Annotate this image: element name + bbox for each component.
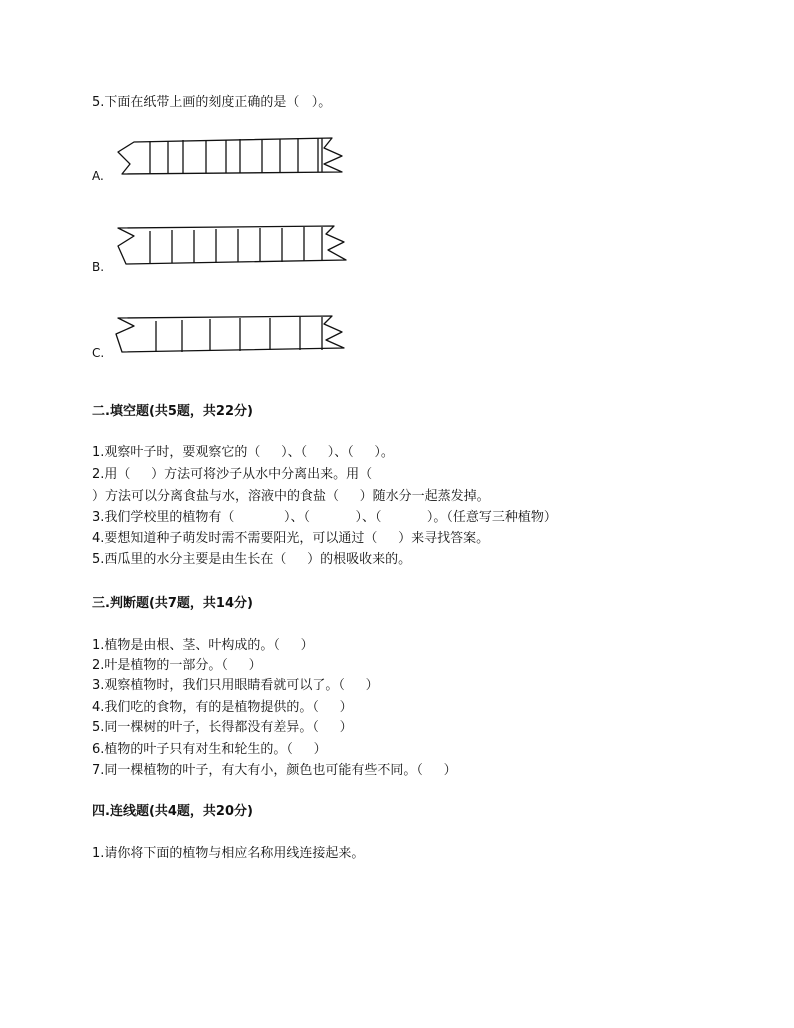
question-5-text: 5.下面在纸带上画的刻度正确的是（ ）。 [92,95,332,110]
judge-line-1: 1.植物是由根、茎、叶构成的。（ ） [92,638,314,653]
judge-line-5: 5.同一棵树的叶子，长得都没有差异。（ ） [92,720,353,735]
judge-line-7: 7.同一棵植物的叶子，有大有小，颜色也可能有些不同。（ ） [92,763,457,778]
judge-line-3: 3.观察植物时，我们只用眼睛看就可以了。（ ） [92,678,379,693]
paper-strip-a [110,134,350,182]
section-3-title: 三.判断题(共7题，共14分) [92,596,253,611]
option-c-label: C. [92,346,105,360]
fill-blank-line-3: 3.我们学校里的植物有（ ）、（ ）、（ ）。（任意写三种植物） [92,510,557,525]
option-b-label: B. [92,260,105,274]
fill-blank-line-1: 1.观察叶子时，要观察它的（ ）、（ ）、（ ）。 [92,445,394,460]
section-4-title: 四.连线题(共4题，共20分) [92,804,253,819]
judge-line-6: 6.植物的叶子只有对生和轮生的。（ ） [92,742,327,757]
fill-blank-line-2: 2.用（ ）方法可将沙子从水中分离出来。用（ [92,467,373,482]
judge-line-2: 2.叶是植物的一部分。（ ） [92,658,262,673]
match-line-1: 1.请你将下面的植物与相应名称用线连接起来。 [92,846,365,861]
judge-line-4: 4.我们吃的食物，有的是植物提供的。（ ） [92,700,353,715]
paper-strip-b [110,222,350,270]
section-2-title: 二.填空题(共5题，共22分) [92,404,253,419]
paper-strip-c [110,312,350,360]
fill-blank-line-5: 5.西瓜里的水分主要是由生长在（ ）的根吸收来的。 [92,552,412,567]
option-a-label: A. [92,169,104,183]
fill-blank-line-2-cont: ）方法可以分离食盐与水，溶液中的食盐（ ）随水分一起蒸发掉。 [92,489,490,504]
fill-blank-line-4: 4.要想知道种子萌发时需不需要阳光，可以通过（ ）来寻找答案。 [92,531,490,546]
